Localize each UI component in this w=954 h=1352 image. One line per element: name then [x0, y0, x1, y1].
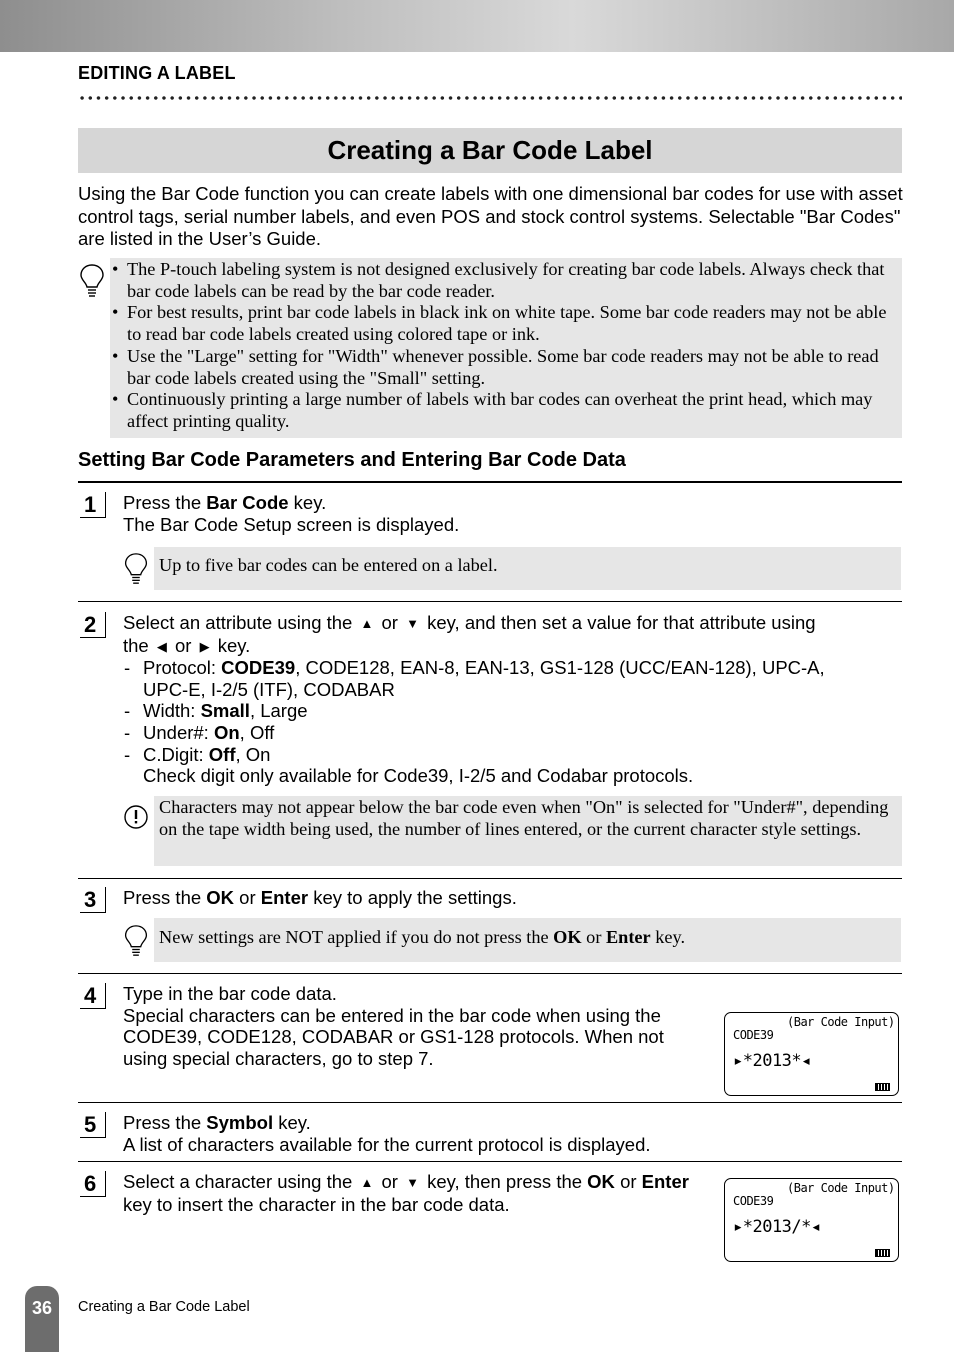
lightbulb-icon	[123, 924, 149, 958]
step-6-number: 6	[80, 1171, 106, 1197]
step-4-number: 4	[80, 983, 106, 1009]
lcd-screen	[724, 1178, 899, 1262]
bar-code-key: Bar Code	[206, 492, 289, 513]
step-3-number: 3	[80, 887, 106, 913]
step-text-part: Press the	[123, 887, 207, 908]
tip-item: • Continuously printing a large number of labels with bar codes can overheat the print head, which may affect printing quality.	[110, 389, 900, 432]
step-5-result: A list of characters available for the current protocol is displayed.	[123, 1133, 651, 1155]
step-5-text	[123, 1112, 883, 1155]
step-5-number: 5	[80, 1112, 106, 1138]
page-title: Creating a Bar Code Label	[327, 135, 653, 165]
lcd-title: (Bar Code Input)	[787, 1181, 895, 1195]
page-number: 36	[25, 1286, 59, 1352]
battery-icon	[875, 1083, 890, 1091]
step-text-part: or	[175, 634, 192, 656]
step-text-part: Select a character using the	[123, 1171, 353, 1192]
step-4-line: Type in the bar code data.	[123, 983, 337, 1004]
attribute-list	[123, 657, 898, 787]
step-text-part: key, then press the	[427, 1171, 583, 1192]
step-divider	[78, 878, 902, 879]
step-1-note	[154, 547, 901, 590]
ok-key: OK	[553, 927, 582, 947]
up-arrow-icon: ▲	[360, 1175, 374, 1190]
lcd-value: ▸*2013/*◂	[733, 1217, 821, 1237]
step-text-part: Press the	[123, 1112, 207, 1133]
step-6-text	[123, 1171, 713, 1215]
step-4-text	[123, 983, 711, 1069]
battery-icon	[875, 1249, 890, 1257]
step-divider	[78, 973, 902, 974]
step-1-number: 1	[80, 492, 106, 518]
attr-values: UPC-E, I-2/5 (ITF), CODABAR	[143, 678, 395, 700]
attr-values: , Large	[249, 700, 308, 722]
attr-label: Width:	[143, 700, 201, 722]
step-text-part: key, and then set a value for that attribute using	[427, 612, 816, 633]
step-1-result: The Bar Code Setup screen is displayed.	[123, 513, 460, 535]
step-text-part: or	[381, 1171, 398, 1192]
title-bar	[78, 128, 902, 173]
header-band	[0, 0, 954, 52]
caution-note	[154, 796, 902, 866]
caution-text: Characters may not appear below the bar code even when "On" is selected for "Under#", depending on the tape width being used, the number of lines entered, or the current character style settings.	[159, 797, 889, 839]
step-1-note-text: Up to five bar codes can be entered on a label.	[159, 555, 498, 575]
sub-heading: Setting Bar Code Parameters and Entering Bar Code Data	[78, 449, 626, 471]
dotted-divider	[78, 95, 902, 101]
step-text-part: or	[620, 1171, 637, 1192]
up-arrow-icon: ▲	[360, 616, 374, 631]
attribute-width	[123, 700, 898, 722]
step-text-part: Select an attribute using the	[123, 612, 353, 633]
tips-list	[110, 258, 902, 433]
attr-default: On	[213, 721, 240, 743]
step-3-text	[123, 887, 883, 909]
section-label: EDITING A LABEL	[78, 63, 236, 83]
step-4-line: Special characters can be entered in the bar code when using the CODE39, CODE128, CODABAR or GS1-128 protocols. When not using special characters, go to step 7.	[123, 1004, 664, 1069]
down-arrow-icon: ▼	[406, 1175, 419, 1190]
step-divider	[78, 601, 902, 602]
tip-item: • Use the "Large" setting for "Width" whenever possible. Some bar code readers may not be able to read bar code labels created using the "Small" setting.	[110, 346, 900, 389]
note-part: New settings are NOT applied if you do not press the	[159, 927, 554, 947]
right-arrow-icon: ▶	[199, 638, 210, 654]
step-text-part: key.	[273, 1112, 311, 1133]
tip-item: • For best results, print bar code labels in black ink on white tape. Some bar code readers may not be able to read bar code labels created using colored tape or ink.	[110, 302, 900, 345]
lcd-protocol: CODE39	[733, 1194, 774, 1208]
lightbulb-icon	[79, 263, 105, 299]
attr-values: , CODE128, EAN-8, EAN-13, GS1-128 (UCC/EAN-128), UPC-A,	[295, 657, 825, 679]
heading-rule	[78, 481, 902, 483]
intro-paragraph: Using the Bar Code function you can create labels with one dimensional bar codes for use with asset control tags, serial number labels, and even POS and stock control systems. Selectable "Bar Codes" are listed in the User’s Guide.	[78, 183, 903, 249]
down-arrow-icon: ▼	[406, 616, 419, 631]
step-text-part: key to insert the character in the bar code data.	[123, 1193, 510, 1215]
ok-key: OK	[587, 1171, 615, 1192]
attr-label: Under#:	[143, 721, 214, 743]
step-text-part: Press the	[123, 492, 207, 513]
step-2-text	[123, 612, 898, 787]
step-1-text	[123, 492, 883, 535]
step-divider	[78, 1102, 902, 1103]
step-divider	[78, 1161, 902, 1162]
step-text-part: the	[123, 634, 149, 656]
attr-default: Small	[200, 700, 250, 722]
lcd-screen	[724, 1012, 899, 1096]
lcd-protocol: CODE39	[733, 1028, 774, 1042]
lcd-value: ▸*2013*◂	[733, 1051, 811, 1071]
attribute-under	[123, 722, 898, 744]
enter-key: Enter	[605, 927, 651, 947]
step-text-part: key.	[288, 492, 327, 513]
attribute-cdigit	[123, 744, 898, 787]
step-text-part: key to apply the settings.	[308, 887, 517, 908]
enter-key: Enter	[641, 1171, 689, 1192]
note-part: or	[581, 927, 606, 947]
footer-title: Creating a Bar Code Label	[78, 1299, 250, 1315]
tips-note	[110, 258, 902, 438]
attr-label: C.Digit:	[143, 743, 209, 765]
attr-default: Off	[208, 743, 236, 765]
step-2-number: 2	[80, 612, 106, 638]
symbol-key: Symbol	[206, 1112, 274, 1133]
attr-values: , Off	[239, 721, 275, 743]
attribute-protocol	[123, 657, 898, 700]
tip-item: • The P-touch labeling system is not designed exclusively for creating bar code labels. Always check that bar code labels can be read by the bar code reader.	[110, 259, 900, 302]
lightbulb-icon	[123, 552, 149, 586]
lcd-title: (Bar Code Input)	[787, 1015, 895, 1029]
note-part: key.	[650, 927, 686, 947]
enter-key: Enter	[260, 887, 309, 908]
step-text-part: key.	[217, 634, 251, 656]
step-3-note-text	[154, 918, 901, 949]
caution-icon	[123, 804, 149, 830]
step-3-note	[154, 918, 901, 962]
attr-default: CODE39	[221, 657, 296, 679]
attr-note: Check digit only available for Code39, I-2/5 and Codabar protocols.	[143, 765, 694, 787]
ok-key: OK	[206, 887, 235, 908]
attr-label: Protocol:	[143, 657, 222, 679]
step-text-part: or	[234, 887, 261, 908]
step-text-part: or	[381, 612, 398, 633]
attr-values: , On	[235, 743, 271, 765]
left-arrow-icon: ◀	[156, 638, 167, 654]
